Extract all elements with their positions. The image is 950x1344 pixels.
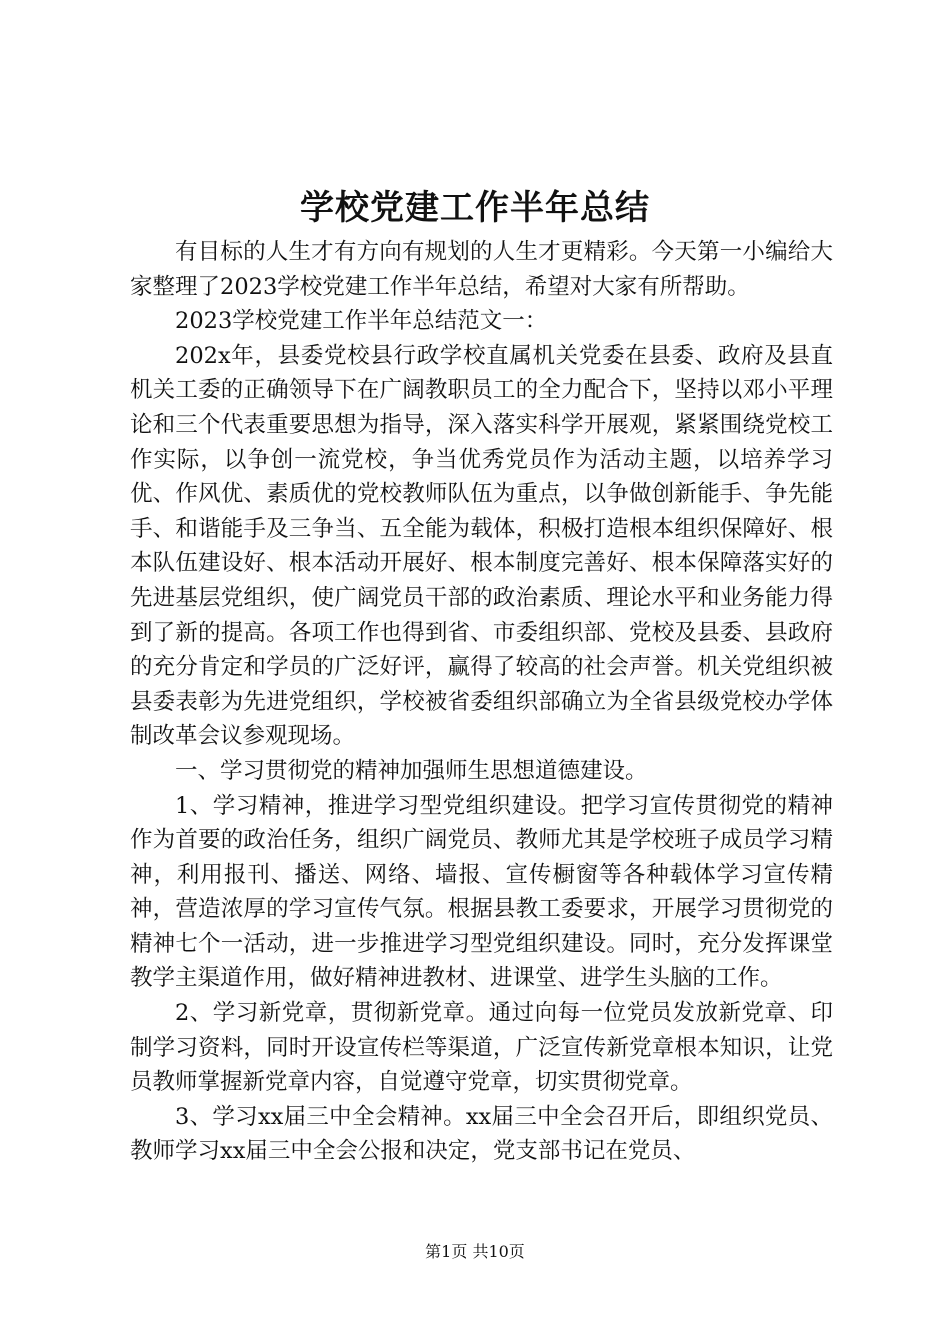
document-title: 学校党建工作半年总结 xyxy=(300,188,650,228)
item-paragraph-2: 2、学习新党章，贯彻新党章。通过向每一位党员发放新党章、印制学习资料，同时开设宣传栏等渠道，广泛宣传新党章根本知识，让党员教师掌握新党章内容，自觉遵守党章，切实贯彻党章。 xyxy=(130,1000,833,1096)
intro-paragraph: 有目标的人生才有方向有规划的人生才更精彩。今天第一小编给大家整理了2023学校党建工作半年总结，希望对大家有所帮助。 xyxy=(130,239,833,300)
section-heading-1: 一、学习贯彻党的精神加强师生思想道德建设。 xyxy=(175,757,648,784)
item-paragraph-1: 1、学习精神，推进学习型党组织建设。把学习宣传贯彻党的精神作为首要的政治任务，组织广阔党员、教师尤其是学校班子成员学习精神，利用报刊、播送、网络、墙报、宣传橱窗等各种载体学习宣传精神，营造浓厚的学习宣传气氛。根据县教工委要求，开展学习贯彻党的精神七个一活动，进一步推进学习型党组织建设。同时，充分发挥课堂教学主渠道作用，做好精神进教材、进课堂、进学生头脑的工作。 xyxy=(130,792,833,992)
document-body xyxy=(130,235,833,1169)
sample-heading: 2023学校党建工作半年总结范文一： xyxy=(175,308,548,335)
page-number-footer: 第1页 共10页 xyxy=(425,1242,525,1261)
summary-paragraph: 202x年，县委党校县行政学校直属机关党委在县委、政府及县直机关工委的正确领导下在广阔教职员工的全力配合下，坚持以邓小平理论和三个代表重要思想为指导，深入落实科学开展观，紧紧围绕党校工作实际，以争创一流党校，争当优秀党员作为活动主题，以培养学习优、作风优、素质优的党校教师队伍为重点，以争做创新能手、争先能手、和谐能手及三争当、五全能为载体，积极打造根本组织保障好、根本队伍建设好、根本活动开展好、根本制度完善好、根本保障落实好的先进基层党组织，使广阔党员干部的政治素质、理论水平和业务能力得到了新的提高。各项工作也得到省、市委组织部、党校及县委、县政府的充分肯定和学员的广泛好评，赢得了较高的社会声誉。机关党组织被县委表彰为先进党组织，学校被省委组织部确立为全省县级党校办学体制改革会议参观现场。 xyxy=(130,342,833,750)
item-paragraph-3: 3、学习xx届三中全会精神。xx届三中全会召开后，即组织党员、教师学习xx届三中全会公报和决定，党支部书记在党员、 xyxy=(130,1103,833,1165)
